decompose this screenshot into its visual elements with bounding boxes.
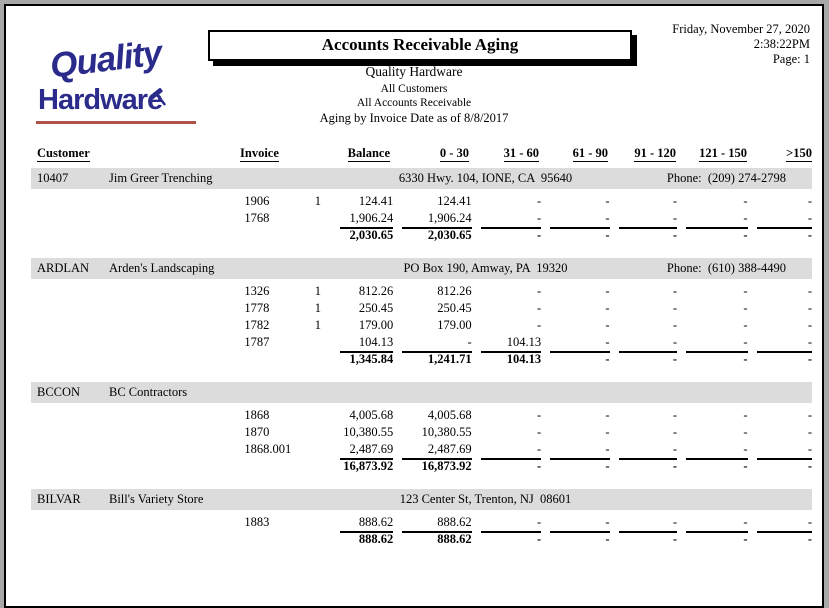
row-indent <box>31 300 108 317</box>
invoice-row <box>31 300 812 317</box>
invoice-flag <box>305 514 331 531</box>
row-indent <box>31 334 108 351</box>
total-over-150: - <box>748 351 813 368</box>
amount-121-150: - <box>743 335 748 349</box>
row-indent <box>108 193 238 210</box>
customer-total-row <box>31 351 812 368</box>
total-61-90: - <box>541 458 609 475</box>
invoice-row <box>31 407 812 424</box>
amount-121-150: - <box>743 211 748 225</box>
amount-over-150: - <box>807 335 812 349</box>
amount-over-150: - <box>807 408 812 422</box>
invoice-number: 1870 <box>244 425 270 439</box>
amount-over-150: - <box>807 211 812 225</box>
total-61-90: - <box>541 351 609 368</box>
total-31-60: - <box>472 531 541 548</box>
amount-61-90: - <box>605 442 610 456</box>
report-date: Friday, November 27, 2020 <box>672 22 810 36</box>
amount-121-150: - <box>743 425 748 439</box>
col-header-customer: Customer <box>37 146 90 160</box>
amount-31-60: - <box>536 284 542 298</box>
amount-31-60: - <box>536 515 542 529</box>
amount-balance: 250.45 <box>358 301 394 315</box>
total-91-120: - <box>610 458 677 475</box>
amount-121-150: - <box>743 284 748 298</box>
row-indent <box>31 458 108 475</box>
amount-over-150: - <box>807 318 812 332</box>
row-indent <box>305 531 331 548</box>
total-0-30: 888.62 <box>393 531 471 548</box>
amount-balance: 124.41 <box>358 194 394 208</box>
amount-61-90: - <box>605 408 610 422</box>
customer-group <box>31 258 812 368</box>
amount-31-60: - <box>536 425 542 439</box>
invoice-row <box>31 334 812 351</box>
col-header-0-30: 0 - 30 <box>439 146 469 160</box>
invoice-rows <box>31 514 812 531</box>
amount-61-90: - <box>605 194 610 208</box>
row-indent <box>108 424 238 441</box>
amount-balance: 10,380.55 <box>343 425 394 439</box>
report-subtitles <box>6 64 822 126</box>
invoice-row <box>31 317 812 334</box>
total-61-90: - <box>541 227 609 244</box>
total-over-150: - <box>748 227 813 244</box>
customer-name: BC Contractors <box>109 385 188 399</box>
invoice-row <box>31 193 812 210</box>
customer-group-header <box>31 382 812 403</box>
amount-91-120: - <box>672 284 678 298</box>
amount-61-90: - <box>605 425 610 439</box>
report-page <box>4 4 824 608</box>
row-indent <box>31 531 108 548</box>
amount-over-150: - <box>807 425 812 439</box>
invoice-row <box>31 424 812 441</box>
amount-balance: 1,906.24 <box>349 211 394 225</box>
total-0-30: 16,873.92 <box>393 458 471 475</box>
row-indent <box>31 210 108 227</box>
col-header-61-90: 61 - 90 <box>572 146 608 160</box>
row-indent <box>108 210 238 227</box>
amount-121-150: - <box>743 442 748 456</box>
invoice-number: 1778 <box>244 301 270 315</box>
invoice-number: 1782 <box>244 318 270 332</box>
customer-group <box>31 168 812 244</box>
amount-balance: 104.13 <box>358 335 394 349</box>
row-indent <box>108 227 238 244</box>
amount-over-150: - <box>807 515 812 529</box>
amount-0-30: 10,380.55 <box>421 425 472 439</box>
amount-121-150: - <box>743 515 748 529</box>
amount-31-60: - <box>536 318 542 332</box>
logo-quality-text: Quality <box>47 33 164 86</box>
total-balance: 2,030.65 <box>331 227 394 244</box>
invoice-number: 1768 <box>244 211 270 225</box>
amount-0-30: 124.41 <box>437 194 472 208</box>
amount-121-150: - <box>743 318 748 332</box>
amount-61-90: - <box>605 301 610 315</box>
col-header-invoice: Invoice <box>240 146 279 160</box>
row-indent <box>31 227 108 244</box>
amount-61-90: - <box>605 318 610 332</box>
subtitle-company: Quality Hardware <box>365 64 463 79</box>
total-91-120: - <box>610 227 677 244</box>
total-balance: 16,873.92 <box>331 458 394 475</box>
invoice-number: 1883 <box>244 515 270 529</box>
invoice-number: 1868 <box>244 408 270 422</box>
invoice-row <box>31 210 812 227</box>
amount-0-30: - <box>467 335 472 349</box>
row-indent <box>108 441 238 458</box>
table-body <box>31 168 812 548</box>
customer-group <box>31 382 812 475</box>
amount-121-150: - <box>743 194 748 208</box>
row-indent <box>31 283 108 300</box>
invoice-row <box>31 514 812 531</box>
report-time: 2:38:22PM <box>753 37 810 51</box>
invoice-flag <box>305 407 331 424</box>
total-91-120: - <box>610 531 677 548</box>
customer-phone: Phone: (209) 274-2798 <box>666 171 786 185</box>
customer-name: Jim Greer Trenching <box>109 171 213 185</box>
row-indent <box>31 424 108 441</box>
amount-91-120: - <box>672 408 678 422</box>
row-indent <box>108 334 238 351</box>
invoice-number: 1906 <box>244 194 270 208</box>
invoice-rows <box>31 283 812 351</box>
invoice-flag: 1 <box>314 194 321 208</box>
row-indent <box>108 514 238 531</box>
amount-91-120: - <box>672 335 678 349</box>
amount-91-120: - <box>672 425 678 439</box>
row-indent <box>108 300 238 317</box>
amount-over-150: - <box>807 194 812 208</box>
customer-id: BILVAR <box>37 492 81 506</box>
row-indent <box>108 531 238 548</box>
amount-61-90: - <box>605 284 610 298</box>
col-header-over-150: >150 <box>786 146 812 160</box>
amount-31-60: - <box>536 442 542 456</box>
customer-address: 123 Center St, Trenton, NJ 08601 <box>399 492 572 506</box>
total-balance: 888.62 <box>331 531 394 548</box>
customer-total-row <box>31 227 812 244</box>
amount-61-90: - <box>605 211 610 225</box>
invoice-number: 1326 <box>244 284 270 298</box>
amount-0-30: 888.62 <box>437 515 472 529</box>
customer-total-row <box>31 531 812 548</box>
datetime-block <box>672 22 810 67</box>
customer-address: PO Box 190, Amway, PA 19320 <box>403 261 568 275</box>
report-title: Accounts Receivable Aging <box>321 35 519 54</box>
total-31-60: - <box>472 458 541 475</box>
row-indent <box>238 227 305 244</box>
amount-31-60: - <box>536 211 542 225</box>
amount-balance: 2,487.69 <box>349 442 394 456</box>
row-indent <box>238 531 305 548</box>
row-indent <box>31 407 108 424</box>
total-121-150: - <box>677 458 747 475</box>
row-indent <box>31 351 108 368</box>
invoice-number: 1787 <box>244 335 270 349</box>
customer-id: 10407 <box>37 171 69 185</box>
row-indent <box>108 351 238 368</box>
total-31-60: - <box>472 227 541 244</box>
row-indent <box>108 317 238 334</box>
row-indent <box>108 407 238 424</box>
col-header-31-60: 31 - 60 <box>503 146 539 160</box>
row-indent <box>108 283 238 300</box>
subtitle-customers-filter: All Customers <box>380 83 448 95</box>
amount-61-90: - <box>605 335 610 349</box>
total-61-90: - <box>541 531 609 548</box>
amount-121-150: - <box>743 301 748 315</box>
table-header-row <box>31 146 812 166</box>
row-indent <box>305 227 331 244</box>
invoice-row <box>31 283 812 300</box>
row-indent <box>31 514 108 531</box>
amount-balance: 812.26 <box>358 284 394 298</box>
row-indent <box>31 441 108 458</box>
customer-group-header <box>31 258 812 279</box>
total-0-30: 1,241.71 <box>393 351 471 368</box>
row-indent <box>238 458 305 475</box>
total-balance: 1,345.84 <box>331 351 394 368</box>
invoice-flag: 1 <box>314 318 321 332</box>
row-indent <box>108 458 238 475</box>
customer-total-row <box>31 458 812 475</box>
total-121-150: - <box>677 351 747 368</box>
total-91-120: - <box>610 351 677 368</box>
row-indent <box>31 193 108 210</box>
total-121-150: - <box>677 227 747 244</box>
amount-31-60: 104.13 <box>506 335 542 349</box>
invoice-flag: 1 <box>314 301 321 315</box>
invoice-flag <box>305 210 331 227</box>
logo-hardware-text: Hardware <box>38 84 163 116</box>
page-number: Page: 1 <box>772 52 810 66</box>
subtitle-aging-basis: Aging by Invoice Date as of 8/8/2017 <box>319 111 509 125</box>
amount-31-60: - <box>536 194 542 208</box>
invoice-rows <box>31 407 812 458</box>
amount-91-120: - <box>672 515 678 529</box>
total-121-150: - <box>677 531 747 548</box>
customer-id: ARDLAN <box>37 261 90 275</box>
amount-91-120: - <box>672 301 678 315</box>
amount-over-150: - <box>807 442 812 456</box>
invoice-flag <box>305 441 331 458</box>
invoice-rows <box>31 193 812 227</box>
customer-phone: Phone: (610) 388-4490 <box>666 261 786 275</box>
aging-table <box>31 146 812 562</box>
col-header-121-150: 121 - 150 <box>699 146 747 160</box>
invoice-row <box>31 441 812 458</box>
invoice-flag: 1 <box>314 284 321 298</box>
customer-id: BCCON <box>37 385 81 399</box>
customer-name: Arden's Landscaping <box>109 261 215 275</box>
amount-121-150: - <box>743 408 748 422</box>
amount-91-120: - <box>672 194 678 208</box>
invoice-number: 1868.001 <box>244 442 292 456</box>
row-indent <box>238 351 305 368</box>
subtitle-receivables-filter: All Accounts Receivable <box>356 97 472 109</box>
invoice-flag <box>305 334 331 351</box>
amount-balance: 4,005.68 <box>349 408 394 422</box>
total-0-30: 2,030.65 <box>393 227 471 244</box>
amount-91-120: - <box>672 211 678 225</box>
row-indent <box>305 351 331 368</box>
amount-over-150: - <box>807 301 812 315</box>
amount-0-30: 250.45 <box>437 301 472 315</box>
amount-61-90: - <box>605 515 610 529</box>
col-header-balance: Balance <box>347 146 390 160</box>
amount-0-30: 1,906.24 <box>427 211 472 225</box>
amount-balance: 179.00 <box>358 318 394 332</box>
customer-name: Bill's Variety Store <box>109 492 204 506</box>
customer-group-header <box>31 168 812 189</box>
amount-0-30: 812.26 <box>437 284 472 298</box>
amount-0-30: 179.00 <box>437 318 472 332</box>
customer-group <box>31 489 812 548</box>
report-title-box <box>208 30 632 61</box>
amount-91-120: - <box>672 318 678 332</box>
total-over-150: - <box>748 531 813 548</box>
row-indent <box>31 317 108 334</box>
amount-31-60: - <box>536 301 542 315</box>
row-indent <box>305 458 331 475</box>
amount-over-150: - <box>807 284 812 298</box>
amount-91-120: - <box>672 442 678 456</box>
amount-balance: 888.62 <box>358 515 394 529</box>
col-header-91-120: 91 - 120 <box>634 146 676 160</box>
total-31-60: 104.13 <box>472 351 541 368</box>
customer-address: 6330 Hwy. 104, IONE, CA 95640 <box>398 171 573 185</box>
customer-group-header <box>31 489 812 510</box>
amount-0-30: 2,487.69 <box>427 442 472 456</box>
total-over-150: - <box>748 458 813 475</box>
invoice-flag <box>305 424 331 441</box>
amount-31-60: - <box>536 408 542 422</box>
amount-0-30: 4,005.68 <box>427 408 472 422</box>
